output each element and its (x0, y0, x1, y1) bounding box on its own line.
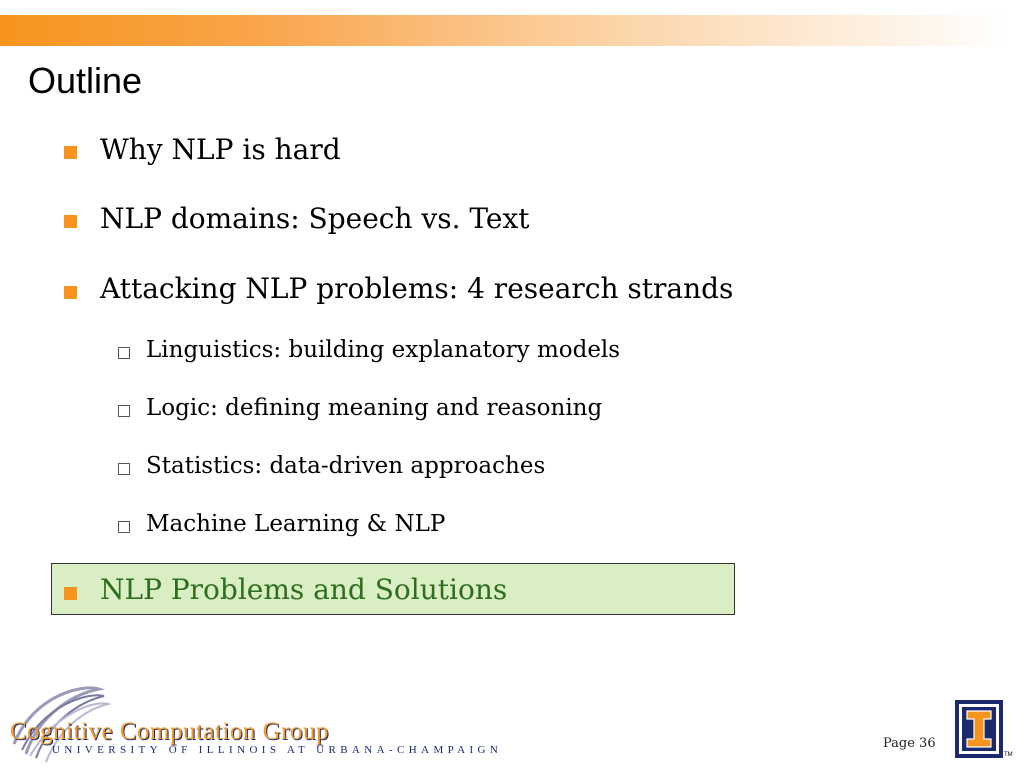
hollow-square-bullet-icon (118, 463, 130, 475)
hollow-square-bullet-icon (118, 521, 130, 533)
cognitive-computation-group-logo-text: Cognitive Computation Group (10, 718, 330, 745)
illinois-block-i-icon (955, 700, 1003, 758)
hollow-square-bullet-icon (118, 405, 130, 417)
square-bullet-icon (64, 146, 77, 159)
sub-bullet-item: Machine Learning & NLP (146, 511, 446, 537)
square-bullet-icon (64, 286, 77, 299)
bullet-item: NLP domains: Speech vs. Text (100, 202, 530, 235)
bullet-item: Why NLP is hard (100, 133, 341, 166)
university-name: UNIVERSITY OF ILLINOIS AT URBANA-CHAMPAIGN (52, 744, 503, 756)
square-bullet-icon (64, 215, 77, 228)
sub-bullet-item: Statistics: data-driven approaches (146, 453, 546, 479)
sub-bullet-item: Logic: defining meaning and reasoning (146, 395, 603, 421)
highlighted-bullet-text: NLP Problems and Solutions (100, 573, 508, 606)
square-bullet-icon (64, 587, 77, 600)
page-number: Page 36 (883, 736, 936, 751)
sub-bullet-item: Linguistics: building explanatory models (146, 337, 621, 363)
bullet-item: Attacking NLP problems: 4 research strands (100, 272, 734, 305)
slide-title: Outline (28, 60, 143, 101)
trademark-mark: TM (1004, 752, 1013, 758)
hollow-square-bullet-icon (118, 347, 130, 359)
